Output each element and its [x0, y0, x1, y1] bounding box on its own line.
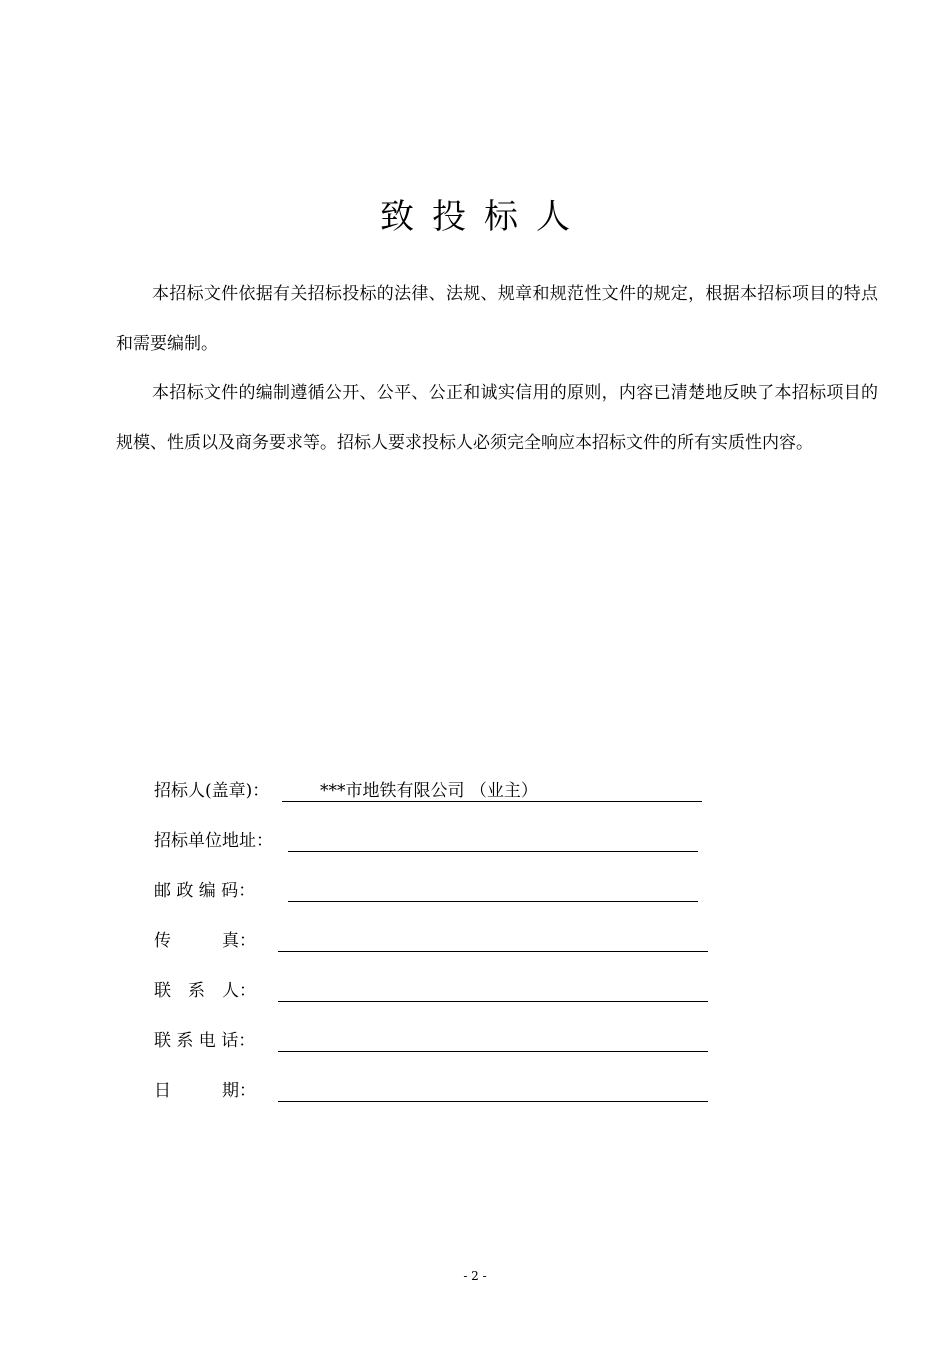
contact-underline: [278, 1001, 708, 1002]
date-row: [154, 1066, 714, 1116]
page-number: - 2 -: [463, 1269, 487, 1283]
address-row: [154, 816, 714, 866]
fax-label: 传 真：: [154, 931, 256, 951]
fax-underline: [278, 951, 708, 952]
date-label: 日 期：: [154, 1081, 256, 1101]
contact-label: 联 系 人：: [154, 981, 256, 1001]
fax-row: [154, 916, 714, 966]
phone-underline: [278, 1051, 708, 1052]
contact-row: [154, 966, 714, 1016]
phone-row: [154, 1016, 714, 1066]
tenderer-info-form: [154, 766, 714, 1116]
date-underline: [278, 1101, 708, 1102]
paragraph-1: 本招标文件依据有关招标投标的法律、法规、规章和规范性文件的规定，根据本招标项目的特点和需要编制。: [116, 284, 878, 354]
postcode-label: 邮 政 编 码：: [154, 881, 256, 901]
address-underline: [288, 851, 698, 852]
postcode-underline: [288, 901, 698, 902]
page-title: 致投标人: [380, 197, 588, 237]
paragraph-2: 本招标文件的编制遵循公开、公平、公正和诚实信用的原则，内容已清楚地反映了本招标项目的规模、性质以及商务要求等。招标人要求投标人必须完全响应本招标文件的所有实质性内容。: [116, 383, 878, 453]
tenderer-value: ***市地铁有限公司 （业主）: [320, 781, 538, 801]
tenderer-label: 招标人(盖章)：: [154, 781, 270, 801]
phone-label: 联 系 电 话：: [154, 1031, 256, 1051]
postcode-row: [154, 866, 714, 916]
tenderer-row: [154, 766, 714, 816]
address-label: 招标单位地址：: [154, 831, 273, 851]
